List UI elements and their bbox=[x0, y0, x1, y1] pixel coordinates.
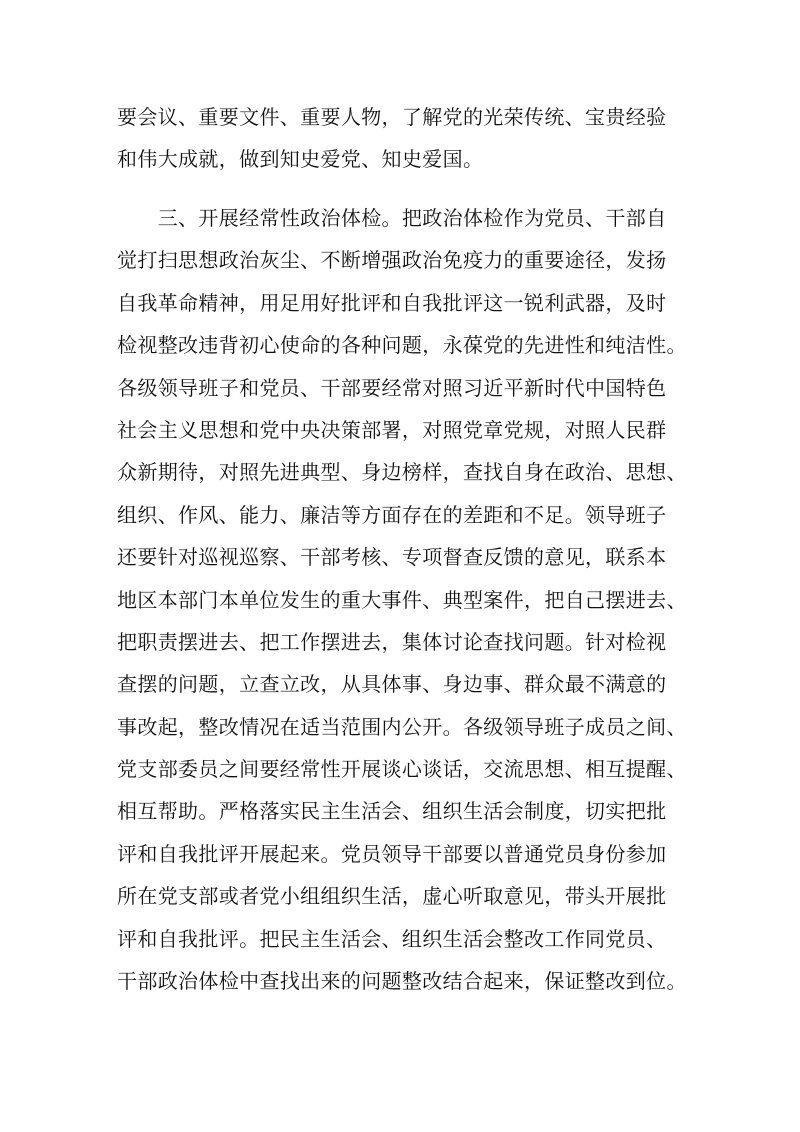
text-line: 各级领导班子和党员、干部要经常对照习近平新时代中国特色 bbox=[117, 375, 667, 400]
text-line: 组织、作风、能力、廉洁等方面存在的差距和不足。领导班子 bbox=[117, 502, 667, 527]
text-line: 地区本部门本单位发生的重大事件、典型案件，把自己摆进去、 bbox=[117, 587, 687, 612]
paragraph-1 bbox=[117, 96, 717, 181]
text-line: 相互帮助。严格落实民主生活会、组织生活会制度，切实把批 bbox=[117, 799, 667, 824]
text-line: 党支部委员之间要经常性开展谈心谈话，交流思想、相互提醒、 bbox=[117, 757, 687, 782]
text-line: 评和自我批评开展起来。党员领导干部要以普通党员身份参加 bbox=[117, 841, 667, 866]
text-line: 众新期待，对照先进典型、身边榜样，查找自身在政治、思想、 bbox=[117, 460, 687, 485]
text-line: 查摆的问题，立查立改，从具体事、身边事、群众最不满意的 bbox=[117, 672, 667, 697]
text-line: 检视整改违背初心使命的各种问题，永葆党的先进性和纯洁性。 bbox=[117, 333, 687, 358]
text-line: 和伟大成就，做到知史爱党、知史爱国。 bbox=[117, 147, 484, 172]
text-line: 自我革命精神，用足用好批评和自我批评这一锐利武器，及时 bbox=[117, 290, 667, 315]
text-line: 社会主义思想和党中央决策部署，对照党章党规，对照人民群 bbox=[117, 417, 667, 442]
text-line: 干部政治体检中查找出来的问题整改结合起来，保证整改到位。 bbox=[117, 969, 687, 994]
text-line: 要会议、重要文件、重要人物，了解党的光荣传统、宝贵经验 bbox=[117, 105, 667, 129]
paragraph-2 bbox=[117, 197, 717, 1002]
text-line: 还要针对巡视巡察、干部考核、专项督查反馈的意见，联系本 bbox=[117, 545, 667, 570]
text-line: 觉打扫思想政治灰尘、不断增强政治免疫力的重要途径，发扬 bbox=[117, 248, 667, 273]
text-line: 事改起，整改情况在适当范围内公开。各级领导班子成员之间、 bbox=[117, 714, 687, 739]
text-line: 把职责摆进去、把工作摆进去，集体讨论查找问题。针对检视 bbox=[117, 629, 667, 654]
text-line: 所在党支部或者党小组组织生活，虚心听取意见，带头开展批 bbox=[117, 884, 667, 909]
text-line: 三、开展经常性政治体检。把政治体检作为党员、干部自 bbox=[117, 206, 667, 230]
text-line: 评和自我批评。把民主生活会、组织生活会整改工作同党员、 bbox=[117, 926, 667, 951]
